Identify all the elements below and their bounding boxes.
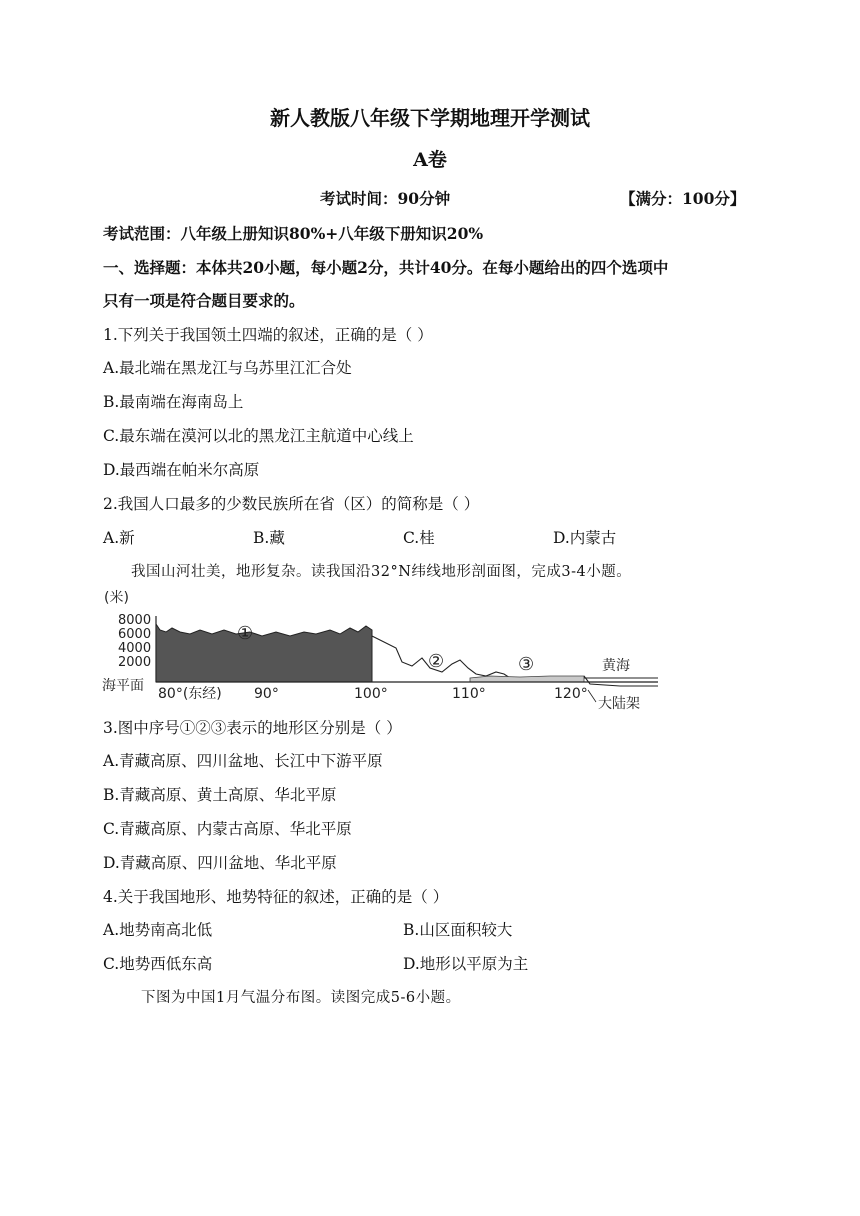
x-tick: 110°: [452, 686, 486, 702]
x-tick: 90°: [254, 686, 279, 702]
sea-level-label: 海平面: [102, 678, 144, 694]
q4-option-d: D.地形以平原为主: [403, 955, 529, 973]
q3-option-a: A.青藏高原、四川盆地、长江中下游平原: [103, 752, 383, 770]
q4-option-c: C.地势西低东高: [103, 955, 213, 973]
marker-3: ③: [518, 654, 535, 675]
marker-1: ①: [237, 623, 254, 644]
y-tick: 6000: [118, 627, 152, 642]
sea-label: 黄海: [602, 658, 630, 674]
y-tick: 8000: [118, 613, 152, 628]
q4-option-b: B.山区面积较大: [403, 921, 513, 939]
y-unit-label: (米): [104, 590, 129, 606]
full-score: 【满分：100分】: [620, 189, 746, 208]
q2-option-b: B.藏: [253, 529, 285, 547]
shelf-label: 大陆架: [598, 696, 640, 712]
q1-option-d: D.最西端在帕米尔高原: [103, 461, 260, 479]
shelf-pointer: [588, 690, 596, 702]
page-title: 新人教版八年级下学期地理开学测试: [270, 106, 590, 130]
plateau-profile: [156, 624, 372, 682]
q3-option-b: B.青藏高原、黄土高原、华北平原: [103, 786, 337, 804]
x-tick: 100°: [354, 686, 388, 702]
page-subtitle: A卷: [413, 149, 447, 171]
q3-option-c: C.青藏高原、内蒙古高原、华北平原: [103, 820, 352, 838]
y-tick: 4000: [118, 641, 152, 656]
intro-5-6: 下图为中国1月气温分布图。读图完成5-6小题。: [141, 990, 461, 1006]
q4-option-a: A.地势南高北低: [103, 921, 213, 939]
q2-option-d: D.内蒙古: [553, 529, 617, 547]
q1-option-a: A.最北端在黑龙江与乌苏里江汇合处: [103, 359, 352, 377]
q1-stem: 1.下列关于我国领土四端的叙述，正确的是（ ）: [103, 326, 433, 344]
marker-2: ②: [428, 651, 445, 672]
q1-option-b: B.最南端在海南岛上: [103, 393, 244, 411]
y-tick: 2000: [118, 655, 152, 670]
q3-option-d: D.青藏高原、四川盆地、华北平原: [103, 854, 337, 872]
x-tick: 80°(东经): [158, 686, 222, 702]
q2-option-a: A.新: [103, 529, 135, 547]
intro-3-4: 我国山河壮美，地形复杂。读我国沿32°N纬线地形剖面图，完成3-4小题。: [131, 564, 632, 580]
q1-option-c: C.最东端在漠河以北的黑龙江主航道中心线上: [103, 427, 414, 445]
section-heading-line1: 一、选择题：本体共20小题，每小题2分，共计40分。在每小题给出的四个选项中: [103, 258, 669, 277]
plain-profile: [470, 676, 584, 682]
q3-stem: 3.图中序号①②③表示的地形区分别是（ ）: [103, 719, 402, 737]
q2-option-c: C.桂: [403, 529, 435, 547]
q2-stem: 2.我国人口最多的少数民族所在省（区）的简称是（ ）: [103, 495, 480, 513]
q4-stem: 4.关于我国地形、地势特征的叙述，正确的是（ ）: [103, 888, 449, 906]
x-tick: 120°: [554, 686, 588, 702]
terrain-profile-figure: [100, 586, 660, 714]
exam-scope: 考试范围：八年级上册知识80%+八年级下册知识20%: [103, 224, 484, 243]
section-heading-line2: 只有一项是符合题目要求的。: [103, 291, 305, 310]
exam-time: 考试时间：90分钟: [320, 189, 451, 208]
